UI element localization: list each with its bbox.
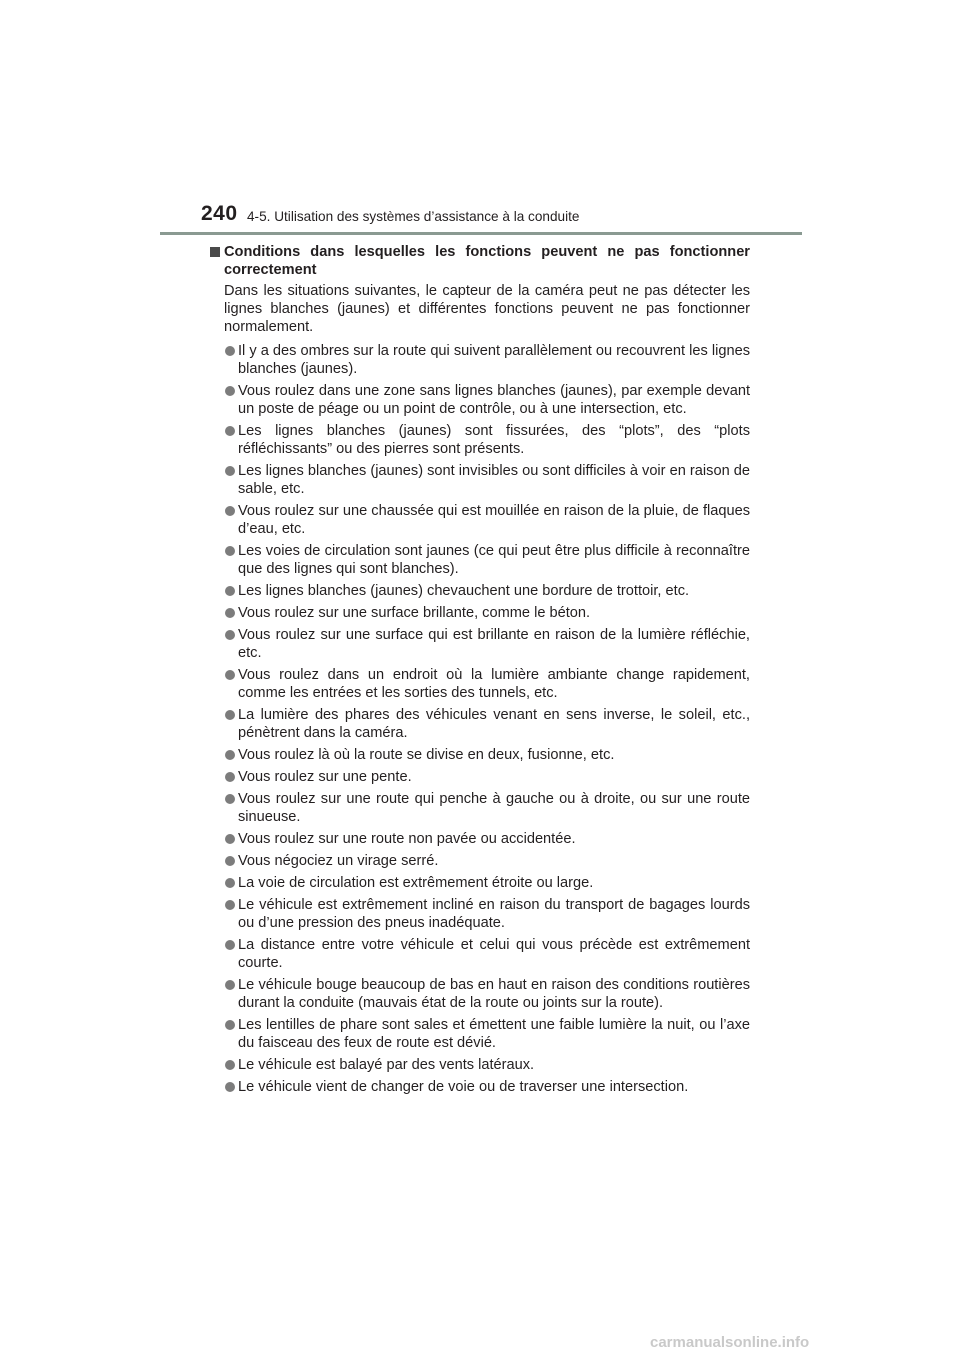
bullet-dot-icon [225, 608, 235, 618]
list-item [210, 626, 750, 662]
list-item [210, 976, 750, 1012]
bullet-dot-icon [225, 426, 235, 436]
intro-paragraph: Dans les situations suivantes, le capteur de la caméra peut ne pas détecter les lignes blanches (jaunes) et différentes fonctions peuvent ne pas fonctionner normalement. [224, 283, 750, 335]
bullet-dot-icon [225, 1082, 235, 1092]
list-item [210, 936, 750, 972]
list-item [210, 1078, 750, 1096]
list-item [210, 382, 750, 418]
section-heading [210, 243, 750, 279]
list-item [210, 1016, 750, 1052]
list-item-text: Les lignes blanches (jaunes) chevauchent une bordure de trottoir, etc. [238, 583, 690, 599]
list-item [210, 604, 750, 622]
list-item-text: Vous roulez sur une route qui penche à gauche ou à droite, ou sur une route sinueuse. [238, 791, 750, 825]
condition-list [210, 342, 750, 1096]
list-item-text: Vous roulez là où la route se divise en deux, fusionne, etc. [238, 747, 615, 763]
bullet-dot-icon [225, 466, 235, 476]
list-item [210, 1056, 750, 1074]
bullet-dot-icon [225, 856, 235, 866]
list-item [210, 582, 750, 600]
bullet-dot-icon [225, 794, 235, 804]
header-rule [160, 232, 802, 235]
list-item [210, 896, 750, 932]
list-item [210, 542, 750, 578]
list-item [210, 666, 750, 702]
list-item [210, 874, 750, 892]
list-item-text: La distance entre votre véhicule et celui qui vous précède est extrêmement courte. [238, 937, 750, 971]
list-item-text: Vous négociez un virage serré. [238, 853, 439, 869]
list-item-text: Le véhicule est balayé par des vents latéraux. [238, 1057, 535, 1073]
bullet-dot-icon [225, 586, 235, 596]
content [210, 243, 750, 1096]
list-item [210, 746, 750, 764]
list-item-text: Les lignes blanches (jaunes) sont invisibles ou sont difficiles à voir en raison de sable, etc. [238, 463, 750, 497]
bullet-dot-icon [225, 630, 235, 640]
bullet-dot-icon [225, 506, 235, 516]
list-item [210, 706, 750, 742]
list-item-text: Vous roulez sur une chaussée qui est mouillée en raison de la pluie, de flaques d’eau, etc. [238, 503, 750, 537]
list-item [210, 342, 750, 378]
square-bullet-icon [210, 247, 220, 257]
list-item [210, 502, 750, 538]
list-item-text: Vous roulez dans une zone sans lignes blanches (jaunes), par exemple devant un poste de péage ou un point de contrôle, ou à une intersection, etc. [238, 383, 750, 417]
list-item [210, 852, 750, 870]
watermark: carmanualsonline.info [650, 1334, 810, 1351]
bullet-dot-icon [225, 1020, 235, 1030]
bullet-dot-icon [225, 772, 235, 782]
list-item-text: Le véhicule est extrêmement incliné en raison du transport de bagages lourds ou d’une pression des pneus inadéquate. [238, 897, 750, 931]
list-item [210, 422, 750, 458]
list-item [210, 830, 750, 848]
list-item-text: La voie de circulation est extrêmement étroite ou large. [238, 875, 594, 891]
list-item-text: Vous roulez sur une pente. [238, 769, 412, 785]
bullet-dot-icon [225, 940, 235, 950]
bullet-dot-icon [225, 546, 235, 556]
list-item-text: Vous roulez sur une surface qui est brillante en raison de la lumière réfléchie, etc. [238, 627, 750, 661]
bullet-dot-icon [225, 386, 235, 396]
bullet-dot-icon [225, 834, 235, 844]
bullet-dot-icon [225, 346, 235, 356]
bullet-dot-icon [225, 980, 235, 990]
list-item-text: Vous roulez dans un endroit où la lumière ambiante change rapidement, comme les entrées et les sorties des tunnels, etc. [238, 667, 750, 701]
page-number: 240 [201, 202, 238, 225]
bullet-dot-icon [225, 878, 235, 888]
list-item-text: Vous roulez sur une route non pavée ou accidentée. [238, 831, 576, 847]
list-item-text: Les lignes blanches (jaunes) sont fissurées, des “plots”, des “plots réfléchissants” ou des pierres sont présents. [238, 423, 750, 457]
list-item-text: Il y a des ombres sur la route qui suivent parallèlement ou recouvrent les lignes blanches (jaunes). [238, 343, 750, 377]
section-title: 4-5. Utilisation des systèmes d’assistance à la conduite [247, 209, 580, 224]
list-item-text: La lumière des phares des véhicules venant en sens inverse, le soleil, etc., pénètrent dans la caméra. [238, 707, 750, 741]
list-item-text: Le véhicule bouge beaucoup de bas en haut en raison des conditions routières durant la conduite (mauvais état de la route ou joints sur la route). [238, 977, 750, 1011]
list-item-text: Les voies de circulation sont jaunes (ce qui peut être plus difficile à reconnaître que des lignes qui sont blanches). [238, 543, 750, 577]
list-item-text: Les lentilles de phare sont sales et émettent une faible lumière la nuit, ou l’axe du faisceau des feux de route est dévié. [238, 1017, 750, 1051]
bullet-dot-icon [225, 1060, 235, 1070]
bullet-dot-icon [225, 710, 235, 720]
heading-text: Conditions dans lesquelles les fonctions peuvent ne pas fonctionner correctement [224, 244, 750, 278]
list-item [210, 462, 750, 498]
bullet-dot-icon [225, 670, 235, 680]
list-item [210, 768, 750, 786]
bullet-dot-icon [225, 750, 235, 760]
list-item-text: Le véhicule vient de changer de voie ou de traverser une intersection. [238, 1079, 689, 1095]
bullet-dot-icon [225, 900, 235, 910]
list-item-text: Vous roulez sur une surface brillante, comme le béton. [238, 605, 591, 621]
list-item [210, 790, 750, 826]
